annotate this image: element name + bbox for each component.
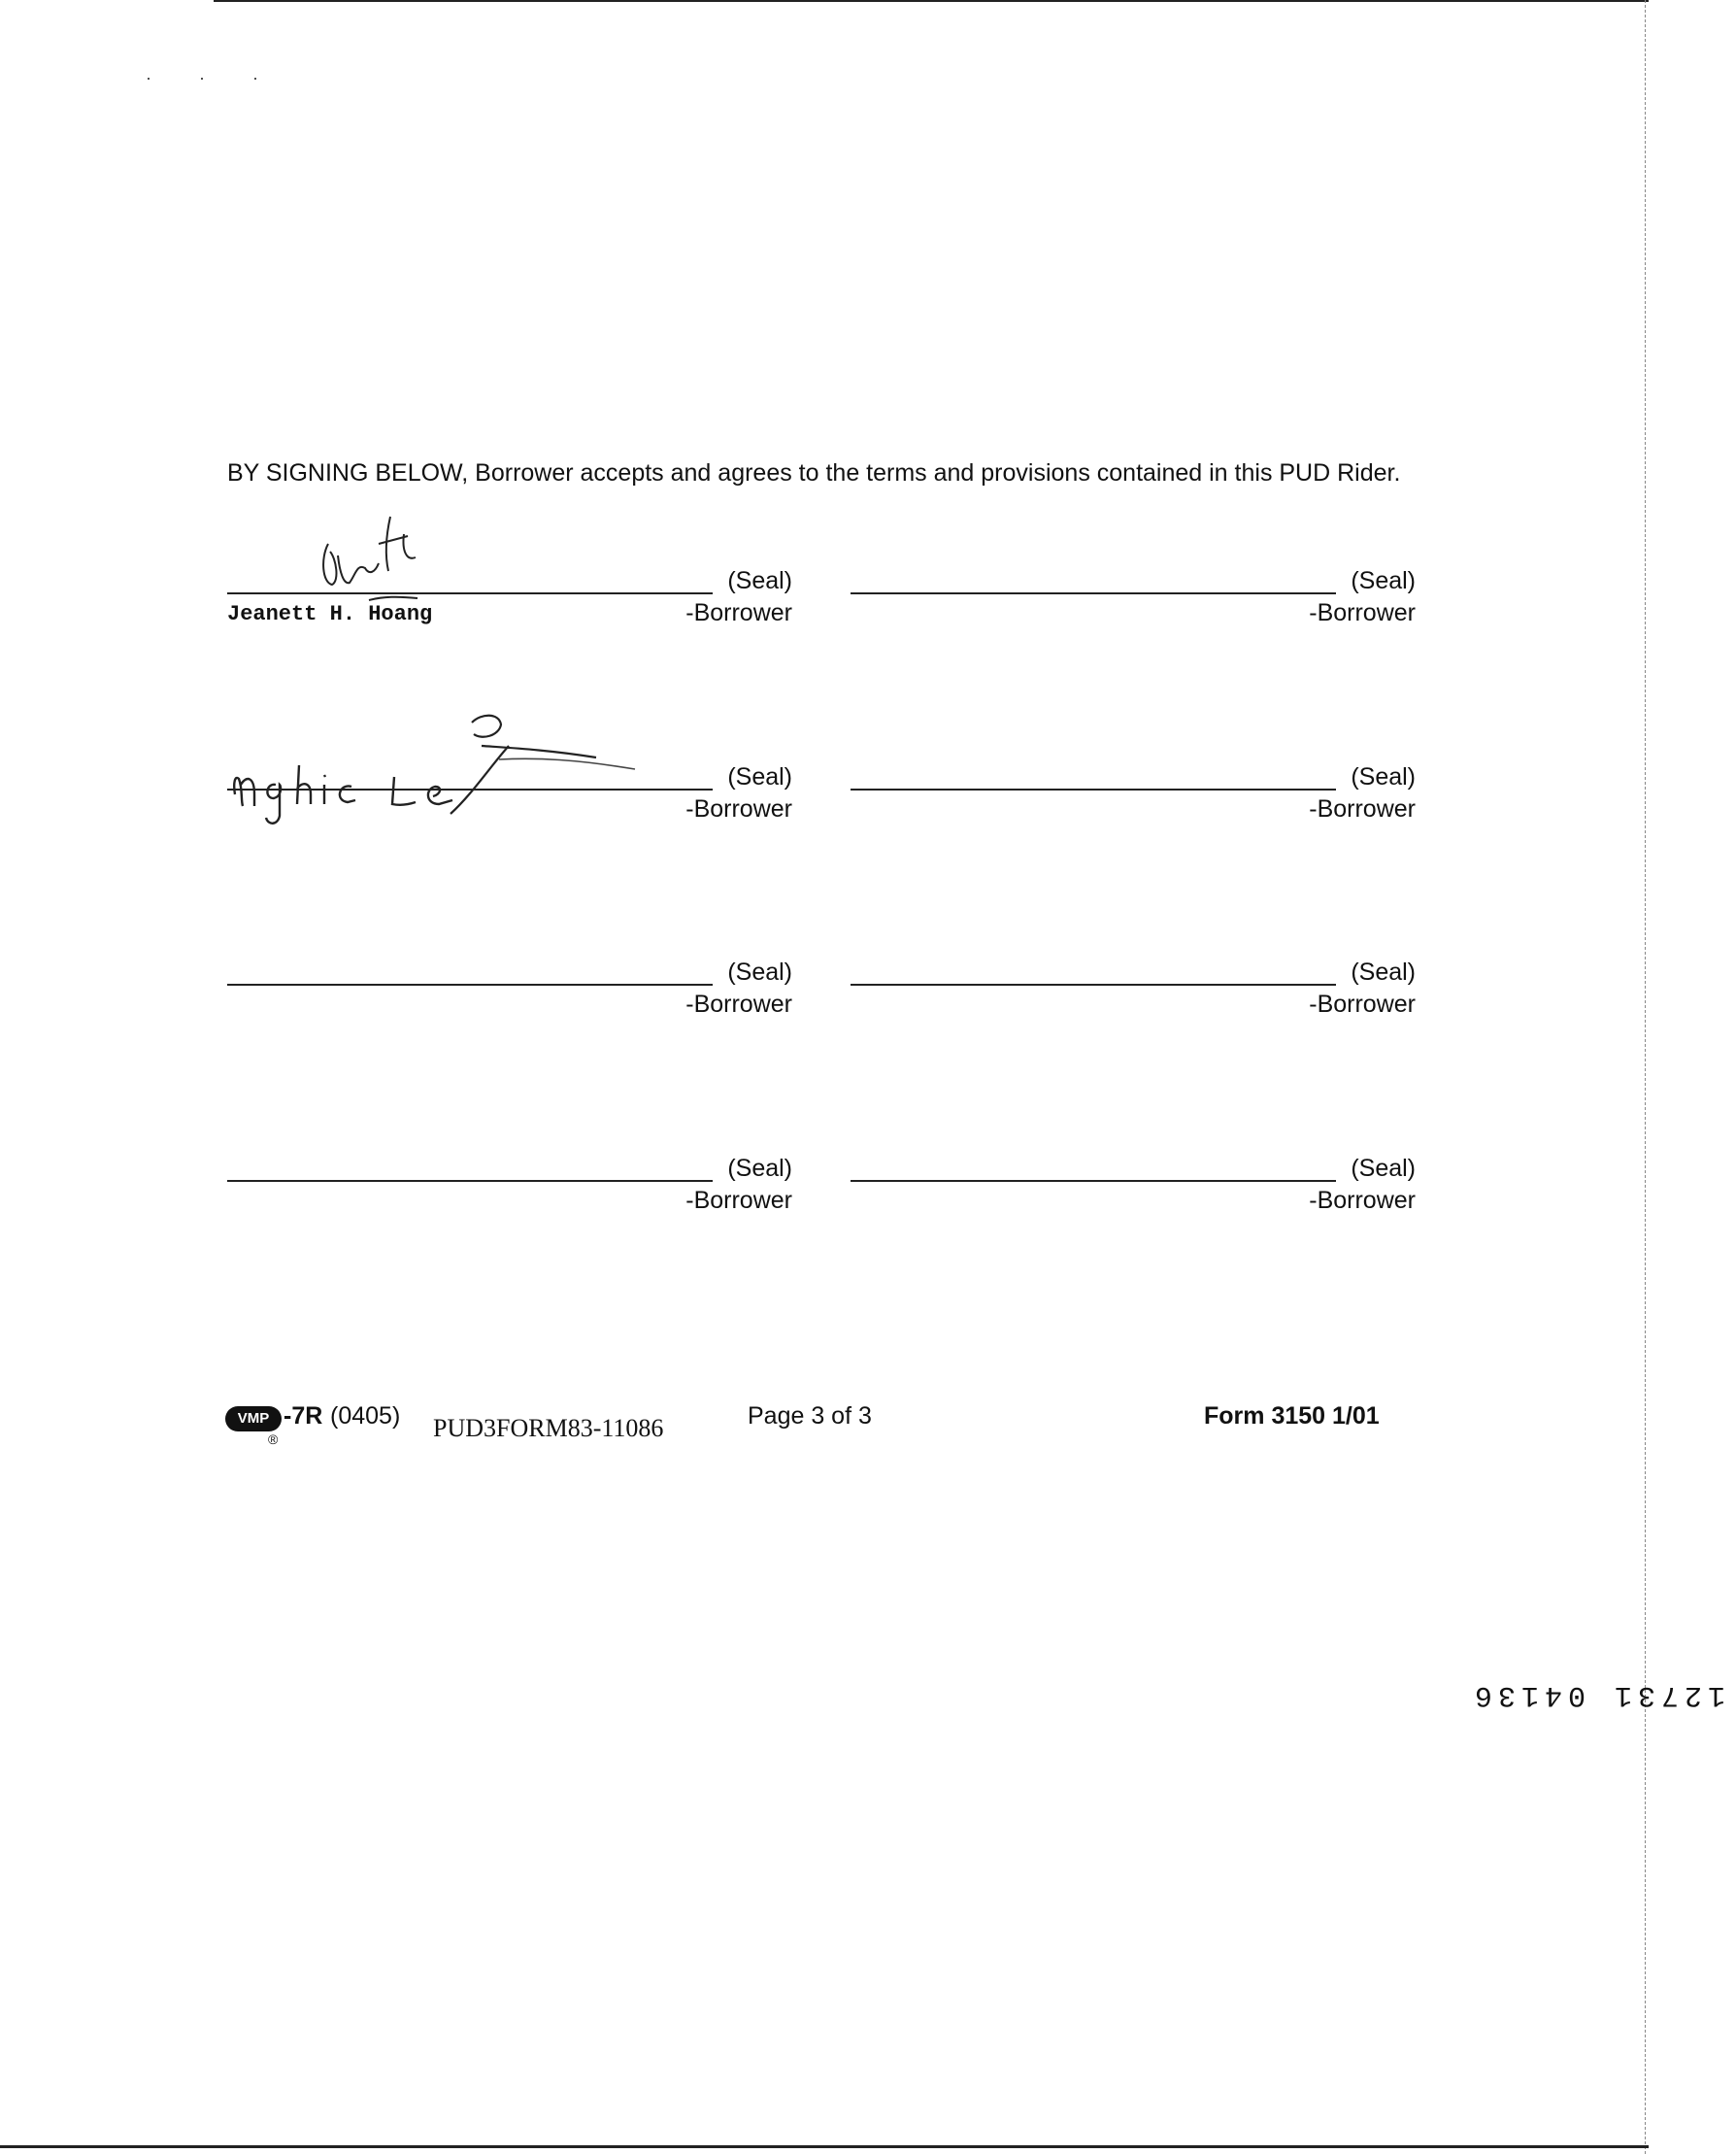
registered-mark-icon: ® xyxy=(268,1431,279,1447)
agreement-statement: BY SIGNING BELOW, Borrower accepts and agrees to the terms and provisions contained in this PUD Rider. xyxy=(227,459,1401,487)
borrower-label: -Borrower xyxy=(1309,991,1416,1018)
borrower-label: -Borrower xyxy=(1309,599,1416,626)
signature-block-2 xyxy=(851,567,1416,635)
seal-label: (Seal) xyxy=(727,1155,792,1182)
page-number: Page 3 of 3 xyxy=(748,1402,872,1430)
borrower-label: -Borrower xyxy=(1309,795,1416,823)
signature-line xyxy=(851,1180,1336,1182)
document-code: PUD3FORM83-11086 xyxy=(433,1414,664,1442)
signature-block-1 xyxy=(227,567,792,635)
signature-block-5 xyxy=(227,959,792,1027)
recording-number: 1 2 7 3 1 0 4 1 3 6 xyxy=(1475,1678,1726,1711)
signature-line xyxy=(851,592,1336,594)
signature-line xyxy=(227,592,713,594)
signature-line xyxy=(227,1180,713,1182)
signature-block-3 xyxy=(227,763,792,831)
borrower-label: -Borrower xyxy=(685,991,792,1018)
borrower-label: -Borrower xyxy=(685,1187,792,1214)
signature-line xyxy=(851,984,1336,986)
signature-block-7 xyxy=(227,1155,792,1223)
seal-label: (Seal) xyxy=(1351,1155,1416,1182)
form-version: (0405) xyxy=(330,1402,401,1430)
signature-block-6 xyxy=(851,959,1416,1027)
signature-block-4 xyxy=(851,763,1416,831)
typed-signer-name: Jeanett H. Hoang xyxy=(227,602,433,626)
recording-number-stamp xyxy=(1475,1566,1726,1823)
seal-label: (Seal) xyxy=(727,567,792,594)
seal-label: (Seal) xyxy=(1351,567,1416,594)
vmp-logo-icon: VMP xyxy=(225,1406,282,1431)
signature-line xyxy=(227,984,713,986)
borrower-label: -Borrower xyxy=(685,599,792,626)
scan-specks: · · · xyxy=(146,68,280,87)
borrower-label: -Borrower xyxy=(1309,1187,1416,1214)
borrower-label: -Borrower xyxy=(685,795,792,823)
form-code: -7R xyxy=(284,1402,323,1430)
scan-edge xyxy=(1645,0,1647,2154)
signature-line xyxy=(851,789,1336,791)
seal-label: (Seal) xyxy=(1351,763,1416,791)
top-border xyxy=(214,0,1649,2)
signature-block-8 xyxy=(851,1155,1416,1223)
seal-label: (Seal) xyxy=(727,959,792,986)
seal-label: (Seal) xyxy=(727,763,792,791)
form-identifier: Form 3150 1/01 xyxy=(1204,1402,1380,1430)
seal-label: (Seal) xyxy=(1351,959,1416,986)
signature-line xyxy=(227,789,713,791)
bottom-border xyxy=(0,2145,1649,2148)
